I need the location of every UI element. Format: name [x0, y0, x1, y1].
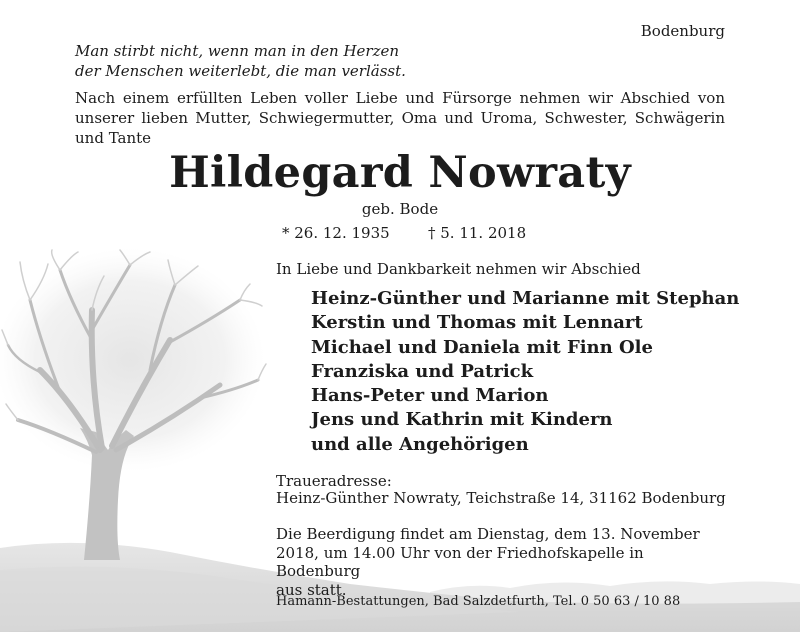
- birth-date: * 26. 12. 1935: [282, 224, 390, 242]
- maiden-name: geb. Bode: [361, 200, 439, 218]
- farewell-line: In Liebe und Dankbarkeit nehmen wir Abschied: [276, 260, 641, 278]
- mourner-entry: Franziska und Patrick: [311, 360, 534, 382]
- funeral-line: Die Beerdigung findet am Dienstag, dem 13. November: [276, 525, 700, 543]
- location: Bodenburg: [640, 22, 725, 40]
- mourning-address: Heinz-Günther Nowraty, Teichstraße 14, 31162 Bodenburg: [276, 489, 726, 507]
- quote-line: der Menschen weiterlebt, die man verlässt.: [75, 62, 406, 80]
- mourner-entry: Kerstin und Thomas mit Lennart: [311, 312, 643, 334]
- quote-line: Man stirbt nicht, wenn man in den Herzen: [75, 42, 400, 60]
- memorial-quote: [75, 41, 406, 81]
- funeral-home-credit: Hamann-Bestattungen, Bad Salzdetfurth, Tel. 0 50 63 / 10 88: [276, 594, 681, 609]
- deceased-name: Hildegard Nowraty: [169, 148, 631, 198]
- funeral-info: [276, 525, 726, 599]
- mourner-entry: Hans-Peter und Marion: [311, 385, 549, 407]
- mourning-address-label: Traueradresse:: [276, 472, 392, 490]
- mourner-entry: Jens und Kathrin mit Kindern: [311, 409, 613, 431]
- funeral-line: aus statt.: [276, 580, 347, 599]
- funeral-line: 2018, um 14.00 Uhr von der Friedhofskapelle in Bodenburg: [276, 543, 644, 580]
- mourner-entry: Heinz-Günther und Marianne mit Stephan: [311, 288, 740, 309]
- intro-text: Nach einem erfüllten Leben voller Liebe und Fürsorge nehmen wir Abschied von unserer lieben Mutter, Schwiegermutter, Oma und Uroma, Schwester, Schwägerin und Tante: [75, 89, 725, 147]
- mourner-entry: Michael und Daniela mit Finn Ole: [311, 336, 653, 358]
- mourner-entry: und alle Angehörigen: [311, 433, 529, 455]
- death-date: † 5. 11. 2018: [428, 224, 527, 242]
- mourners-list: [311, 287, 739, 457]
